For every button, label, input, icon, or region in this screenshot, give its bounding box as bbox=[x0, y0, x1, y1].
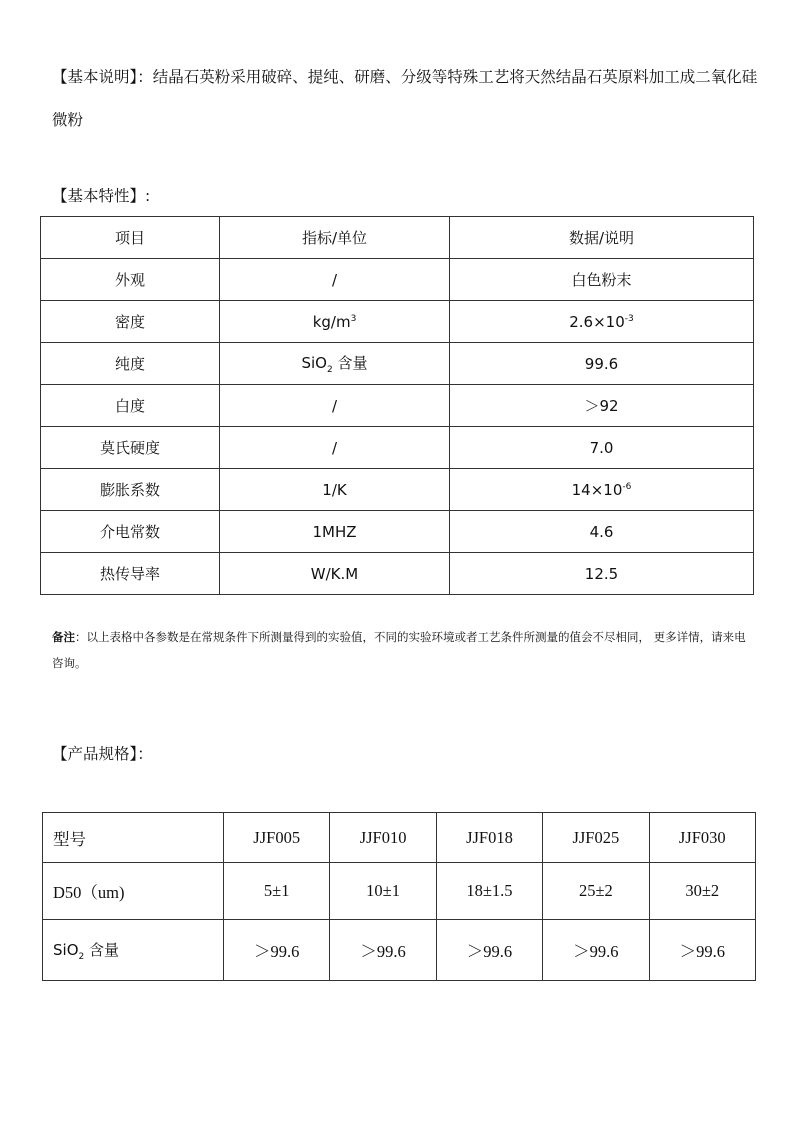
unit-cell: W/K.M bbox=[220, 553, 450, 595]
model-cell: JJF010 bbox=[330, 813, 436, 863]
d50-row bbox=[43, 863, 756, 920]
value-base: 2.6×10 bbox=[569, 312, 625, 331]
model-cell: JJF030 bbox=[649, 813, 755, 863]
header-cell: 项目 bbox=[41, 217, 220, 259]
table-row bbox=[41, 301, 754, 343]
sio2-cell: ＞99.6 bbox=[330, 920, 436, 981]
sio2-label bbox=[43, 920, 224, 981]
unit-cell: 1/K bbox=[220, 469, 450, 511]
properties-heading: 【基本特性】: bbox=[52, 187, 151, 205]
d50-cell: 10±1 bbox=[330, 863, 436, 920]
sio2-cell: ＞99.6 bbox=[224, 920, 330, 981]
unit-base: kg/m bbox=[312, 312, 351, 331]
unit-cell: / bbox=[220, 385, 450, 427]
table-row bbox=[41, 427, 754, 469]
model-cell: JJF005 bbox=[224, 813, 330, 863]
table-row bbox=[41, 385, 754, 427]
sio2-cell: ＞99.6 bbox=[543, 920, 649, 981]
unit-cell bbox=[220, 301, 450, 343]
table-row bbox=[41, 511, 754, 553]
unit-subscript: 2 bbox=[326, 365, 333, 375]
d50-label: D50（um) bbox=[43, 863, 224, 920]
value-cell: 4.6 bbox=[450, 511, 754, 553]
properties-table bbox=[40, 216, 754, 595]
unit-cell: / bbox=[220, 427, 450, 469]
unit-post: 含量 bbox=[332, 354, 368, 372]
unit-pre: SiO bbox=[301, 354, 327, 372]
intro-text: ：结晶石英粉采用破碎、提纯、研磨、分级等特殊工艺将天然结晶石英原料加工成二氧化硅微粉 bbox=[52, 68, 758, 129]
value-cell bbox=[450, 301, 754, 343]
note-text: ：以上表格中各参数是在常规条件下所测量得到的实验值，不同的实验环境或者工艺条件所测量的值会不尽相同， 更多详情，请来电咨询。 bbox=[52, 630, 746, 670]
model-row bbox=[43, 813, 756, 863]
footnote bbox=[52, 624, 757, 676]
d50-cell: 25±2 bbox=[543, 863, 649, 920]
intro-label: 【基本说明】 bbox=[52, 68, 138, 86]
sio2-post: 含量 bbox=[84, 940, 120, 959]
model-cell: JJF018 bbox=[436, 813, 542, 863]
item-cell: 白度 bbox=[41, 385, 220, 427]
header-cell: 数据/说明 bbox=[450, 217, 754, 259]
table-header-row bbox=[41, 217, 754, 259]
value-cell: 12.5 bbox=[450, 553, 754, 595]
value-cell: ＞92 bbox=[450, 385, 754, 427]
table-row bbox=[41, 469, 754, 511]
unit-cell bbox=[220, 343, 450, 385]
value-exponent: -6 bbox=[622, 481, 632, 492]
sio2-cell: ＞99.6 bbox=[649, 920, 755, 981]
value-exponent: -3 bbox=[624, 313, 634, 324]
sio2-pre: SiO bbox=[53, 940, 79, 959]
unit-cell: 1MHZ bbox=[220, 511, 450, 553]
value-cell: 白色粉末 bbox=[450, 259, 754, 301]
value-cell bbox=[450, 469, 754, 511]
item-cell: 介电常数 bbox=[41, 511, 220, 553]
item-cell: 纯度 bbox=[41, 343, 220, 385]
d50-cell: 5±1 bbox=[224, 863, 330, 920]
sio2-row bbox=[43, 920, 756, 981]
value-base: 14×10 bbox=[571, 480, 623, 499]
item-cell: 膨胀系数 bbox=[41, 469, 220, 511]
table-row bbox=[41, 343, 754, 385]
intro-paragraph bbox=[52, 56, 772, 142]
item-cell: 外观 bbox=[41, 259, 220, 301]
specs-table bbox=[42, 812, 756, 981]
unit-cell: / bbox=[220, 259, 450, 301]
d50-cell: 18±1.5 bbox=[436, 863, 542, 920]
item-cell: 热传导率 bbox=[41, 553, 220, 595]
value-cell: 99.6 bbox=[450, 343, 754, 385]
sio2-subscript: 2 bbox=[78, 951, 85, 962]
specs-heading: 【产品规格】： bbox=[52, 745, 153, 763]
table-row bbox=[41, 259, 754, 301]
model-label: 型号 bbox=[43, 813, 224, 863]
note-label: 备注 bbox=[52, 630, 75, 644]
table-row bbox=[41, 553, 754, 595]
item-cell: 莫氏硬度 bbox=[41, 427, 220, 469]
model-cell: JJF025 bbox=[543, 813, 649, 863]
unit-superscript: 3 bbox=[350, 313, 357, 324]
item-cell: 密度 bbox=[41, 301, 220, 343]
d50-cell: 30±2 bbox=[649, 863, 755, 920]
value-cell: 7.0 bbox=[450, 427, 754, 469]
sio2-cell: ＞99.6 bbox=[436, 920, 542, 981]
header-cell: 指标/单位 bbox=[220, 217, 450, 259]
